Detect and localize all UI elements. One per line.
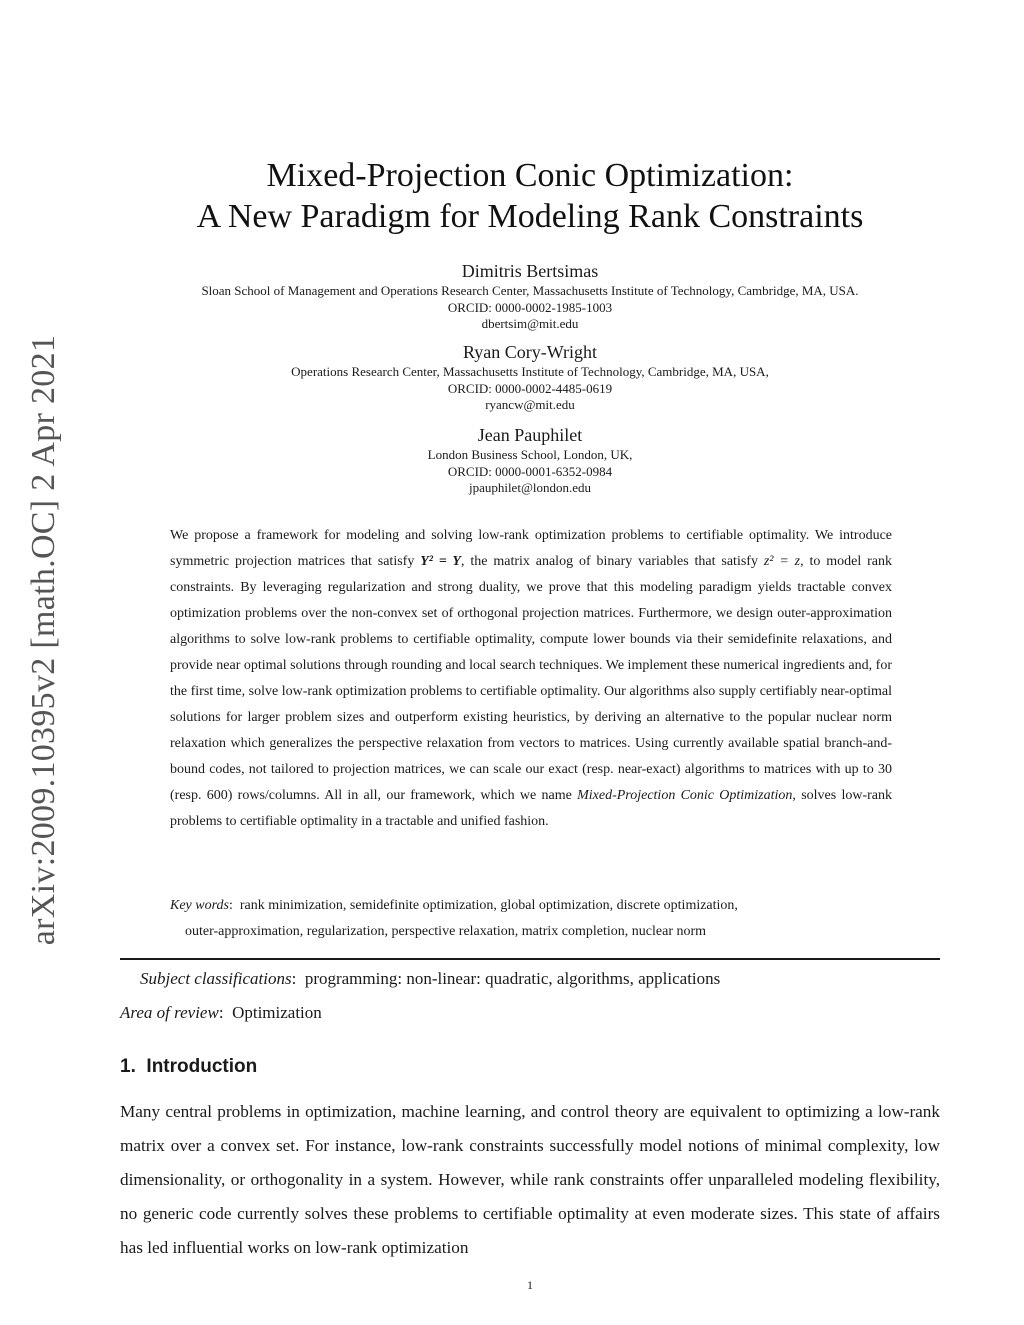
abstract-text: , the matrix analog of binary variables that satisfy	[460, 554, 764, 569]
area-of-review: Area of review: Optimization	[120, 1003, 322, 1022]
author-affiliation: Operations Research Center, Massachusetts Institute of Technology, Cambridge, MA, USA,	[291, 364, 769, 379]
abstract	[170, 523, 892, 835]
abstract-text: , solves low-rank problems to certifiable optimality in a tractable and unified fashion.	[170, 788, 892, 829]
author-name: Ryan Cory-Wright	[462, 342, 598, 362]
area-value: Optimization	[232, 1003, 322, 1022]
author-email[interactable]: jpauphilet@london.edu	[468, 480, 592, 495]
subject-label: Subject classifications	[140, 969, 292, 988]
page-number: 1	[527, 1278, 533, 1292]
author-orcid: ORCID: 0000-0002-1985-1003	[447, 299, 613, 315]
section-heading	[120, 1056, 257, 1078]
divider	[120, 958, 940, 960]
keywords-line-2: outer-approximation, regularization, perspective relaxation, matrix completion, nuclear norm	[185, 924, 707, 939]
subject-value: programming: non-linear: quadratic, algorithms, applications	[304, 969, 721, 988]
abstract-equation: Y² = Y	[420, 554, 461, 569]
abstract-text: We propose a framework for modeling and solving low-rank optimization problems to certifiable optimality. We introduce symmetric projection matrices that satisfy	[170, 528, 892, 569]
abstract-text: , to model rank constraints. By leveraging regularization and strong duality, we prove that this modeling paradigm yields tractable convex optimization problems over the non-convex set of orthogonal projection matrices. Furthermore, we design outer-approximation algorithms to solve low-rank problems to certifiable optimality, compute lower bounds via their semidefinite relaxations, and provide near optimal solutions through rounding and local search techniques. We implement these numerical ingredients and, for the first time, solve low-rank optimization problems to certifiable optimality. Our algorithms also supply certifiably near-optimal solutions for larger problem sizes and outperform existing heuristics, by deriving an alternative to the popular nuclear norm relaxation which generalizes the perspective relaxation from vectors to matrices. Using currently available spatial branch-and-bound codes, not tailored to projection matrices, we can scale our exact (resp. near-exact) algorithms to matrices with up to 30 (resp. 600) rows/columns. All in all, our framework, which we name	[170, 554, 893, 803]
section-number: 1.	[120, 1056, 136, 1077]
abstract-emphasis: Mixed-Projection Conic Optimization	[577, 788, 793, 803]
arxiv-id-text: arXiv:2009.10395v2 [math.OC] 2 Apr 2021	[25, 334, 62, 946]
author-affiliation: Sloan School of Management and Operations Research Center, Massachusetts Institute of Technology, Cambridge, MA, USA.	[201, 283, 859, 298]
keywords: Key words: rank minimization, semidefinite optimization, global optimization, discrete optimization, outer-approximation, regularization, perspective relaxation, matrix completion, nuclear norm	[170, 893, 892, 945]
author-block-2	[120, 340, 940, 414]
author-email[interactable]: dbertsim@mit.edu	[481, 316, 579, 331]
subject-classifications: Subject classifications: programming: non-linear: quadratic, algorithms, applications	[140, 969, 721, 988]
area-label: Area of review	[120, 1003, 219, 1022]
author-orcid: ORCID: 0000-0001-6352-0984	[447, 463, 613, 479]
keywords-line-1: rank minimization, semidefinite optimization, global optimization, discrete optimization,	[239, 898, 738, 913]
title-line-1: Mixed-Projection Conic Optimization:	[266, 157, 794, 194]
paper-title	[120, 155, 940, 237]
abstract-equation: z² = z	[763, 554, 801, 569]
section-title: Introduction	[146, 1056, 258, 1077]
author-name: Dimitris Bertsimas	[461, 261, 599, 281]
intro-paragraph: Many central problems in optimization, machine learning, and control theory are equivalent to optimizing a low-rank matrix over a convex set. For instance, low-rank constraints successfully model notions of minimal complexity, low dimensionality, or orthogonality in a system. However, while rank constraints offer unparalleled modeling flexibility, no generic code currently solves these problems to certifiable optimality at even moderate sizes. This state of affairs has led influential works on low-rank optimization	[120, 1102, 940, 1257]
author-orcid: ORCID: 0000-0002-4485-0619	[447, 380, 613, 396]
author-block-3	[120, 423, 940, 497]
author-affiliation: London Business School, London, UK,	[427, 447, 633, 462]
author-name: Jean Pauphilet	[477, 425, 583, 445]
title-line-2: A New Paradigm for Modeling Rank Constraints	[196, 198, 864, 235]
keywords-label: Key words	[170, 898, 229, 913]
author-block-1	[120, 259, 940, 333]
author-email[interactable]: ryancw@mit.edu	[485, 397, 575, 412]
